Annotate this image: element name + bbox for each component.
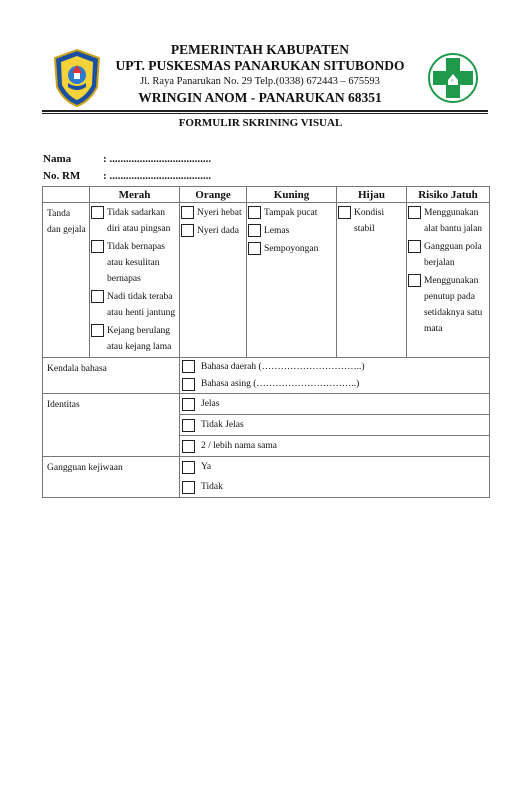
option-label: Tidak	[201, 482, 223, 492]
checkbox[interactable]	[248, 224, 261, 237]
form-title: FORMULIR SKRINING VISUAL	[178, 117, 343, 129]
checkbox[interactable]	[91, 206, 104, 219]
header-row	[43, 187, 490, 203]
checkbox-option[interactable]	[180, 477, 489, 497]
checkbox-option[interactable]	[180, 375, 489, 393]
regency-emblem-logo	[52, 49, 102, 107]
checkbox[interactable]	[248, 242, 261, 255]
name-field[interactable]	[43, 153, 212, 165]
checkbox-option[interactable]	[408, 273, 489, 337]
header-risiko-jatuh: Risiko Jatuh	[407, 187, 490, 203]
checkbox[interactable]	[338, 206, 351, 219]
checkbox[interactable]	[182, 481, 195, 494]
tanda-gejala-label: Tanda dan gejala	[47, 209, 86, 235]
name-label: Nama	[43, 153, 72, 165]
option-label: Nadi tidak teraba atau henti jantung	[107, 292, 176, 318]
option-label: Ya	[201, 462, 212, 472]
option-label: Bahasa asing (…………………………..)	[201, 379, 360, 389]
option-label: Jelas	[201, 399, 220, 409]
header-merah: Merah	[90, 187, 180, 203]
option-label: Kondisi stabil	[354, 208, 385, 234]
header-kuning: Kuning	[247, 187, 337, 203]
option-label: Kejang berulang atau kejang lama	[107, 326, 172, 352]
option-label: Tidak sadarkan diri atau pingsan	[107, 208, 171, 234]
letterhead-line-1: PEMERINTAH KABUPATEN	[170, 42, 350, 57]
option-label: Tidak Jelas	[201, 420, 244, 430]
letterhead-address: Jl. Raya Panarukan No. 29 Telp.(0338) 672443 – 675593	[140, 76, 380, 87]
checkbox[interactable]	[181, 206, 194, 219]
checkbox-option[interactable]	[91, 205, 179, 237]
checkbox-option[interactable]	[338, 205, 406, 237]
checkbox[interactable]	[182, 360, 195, 373]
checkbox-option[interactable]	[91, 239, 179, 287]
option-label: 2 / lebih nama sama	[201, 441, 277, 451]
checkbox-option[interactable]	[180, 394, 489, 415]
medical-record-label: No. RM	[43, 170, 81, 182]
checkbox[interactable]	[248, 206, 261, 219]
checkbox[interactable]	[91, 324, 104, 337]
kendala-bahasa-label: Kendala bahasa	[47, 364, 107, 374]
checkbox-option[interactable]	[180, 436, 489, 456]
checkbox-option[interactable]	[91, 289, 179, 321]
medical-record-value[interactable]: : .....................................	[103, 170, 212, 182]
name-value[interactable]: : .....................................	[103, 153, 212, 165]
checkbox[interactable]	[408, 274, 421, 287]
checkbox[interactable]	[182, 440, 195, 453]
option-label: Menggunakan penutup pada setidaknya satu mata	[424, 276, 483, 334]
kendala-bahasa-row	[43, 358, 490, 394]
medical-record-field[interactable]	[43, 170, 212, 182]
option-label: Nyeri hebat	[197, 208, 242, 218]
letterhead-line-3: WRINGIN ANOM - PANARUKAN 68351	[138, 90, 382, 105]
option-label: Menggunakan alat bantu jalan	[424, 208, 483, 234]
checkbox[interactable]	[408, 206, 421, 219]
gangguan-kejiwaan-row	[43, 457, 490, 498]
header-orange: Orange	[180, 187, 247, 203]
checkbox[interactable]	[91, 240, 104, 253]
header-hijau: Hijau	[337, 187, 407, 203]
checkbox[interactable]	[408, 240, 421, 253]
letterhead-line-2: UPT. PUSKESMAS PANARUKAN SITUBONDO	[115, 58, 405, 73]
option-label: Sempoyongan	[264, 244, 319, 254]
option-label: Bahasa daerah (…………………………..)	[201, 361, 365, 372]
header-rule-thick	[42, 110, 488, 112]
checkbox[interactable]	[182, 398, 195, 411]
option-label: Lemas	[264, 226, 290, 236]
checkbox-option[interactable]	[180, 415, 489, 436]
checkbox-option[interactable]	[248, 205, 336, 221]
identitas-row	[43, 394, 490, 457]
header-rule-thin	[42, 113, 488, 114]
checkbox-option[interactable]	[181, 205, 246, 221]
checkbox[interactable]	[182, 461, 195, 474]
checkbox[interactable]	[181, 224, 194, 237]
checkbox-option[interactable]	[180, 457, 489, 477]
tanda-gejala-row	[43, 203, 490, 358]
puskesmas-logo	[427, 52, 479, 104]
checkbox[interactable]	[91, 290, 104, 303]
checkbox-option[interactable]	[248, 241, 336, 257]
checkbox-option[interactable]	[408, 205, 489, 237]
checkbox-option[interactable]	[91, 323, 179, 355]
header-empty	[43, 187, 90, 203]
option-label: Gangguan pola berjalan	[424, 242, 482, 268]
letterhead	[110, 42, 410, 106]
checkbox-option[interactable]	[180, 358, 489, 375]
checkbox-option[interactable]	[181, 223, 246, 239]
identitas-label: Identitas	[47, 400, 80, 410]
option-label: Nyeri dada	[197, 226, 239, 236]
svg-text:P: P	[451, 78, 454, 83]
screening-table	[42, 186, 490, 498]
checkbox-option[interactable]	[408, 239, 489, 271]
option-label: Tidak bernapas atau kesulitan bernapas	[107, 242, 165, 284]
checkbox-option[interactable]	[248, 223, 336, 239]
option-label: Tampak pucat	[264, 208, 318, 218]
checkbox[interactable]	[182, 419, 195, 432]
checkbox[interactable]	[182, 378, 195, 391]
gangguan-kejiwaan-label: Gangguan kejiwaan	[47, 463, 123, 473]
